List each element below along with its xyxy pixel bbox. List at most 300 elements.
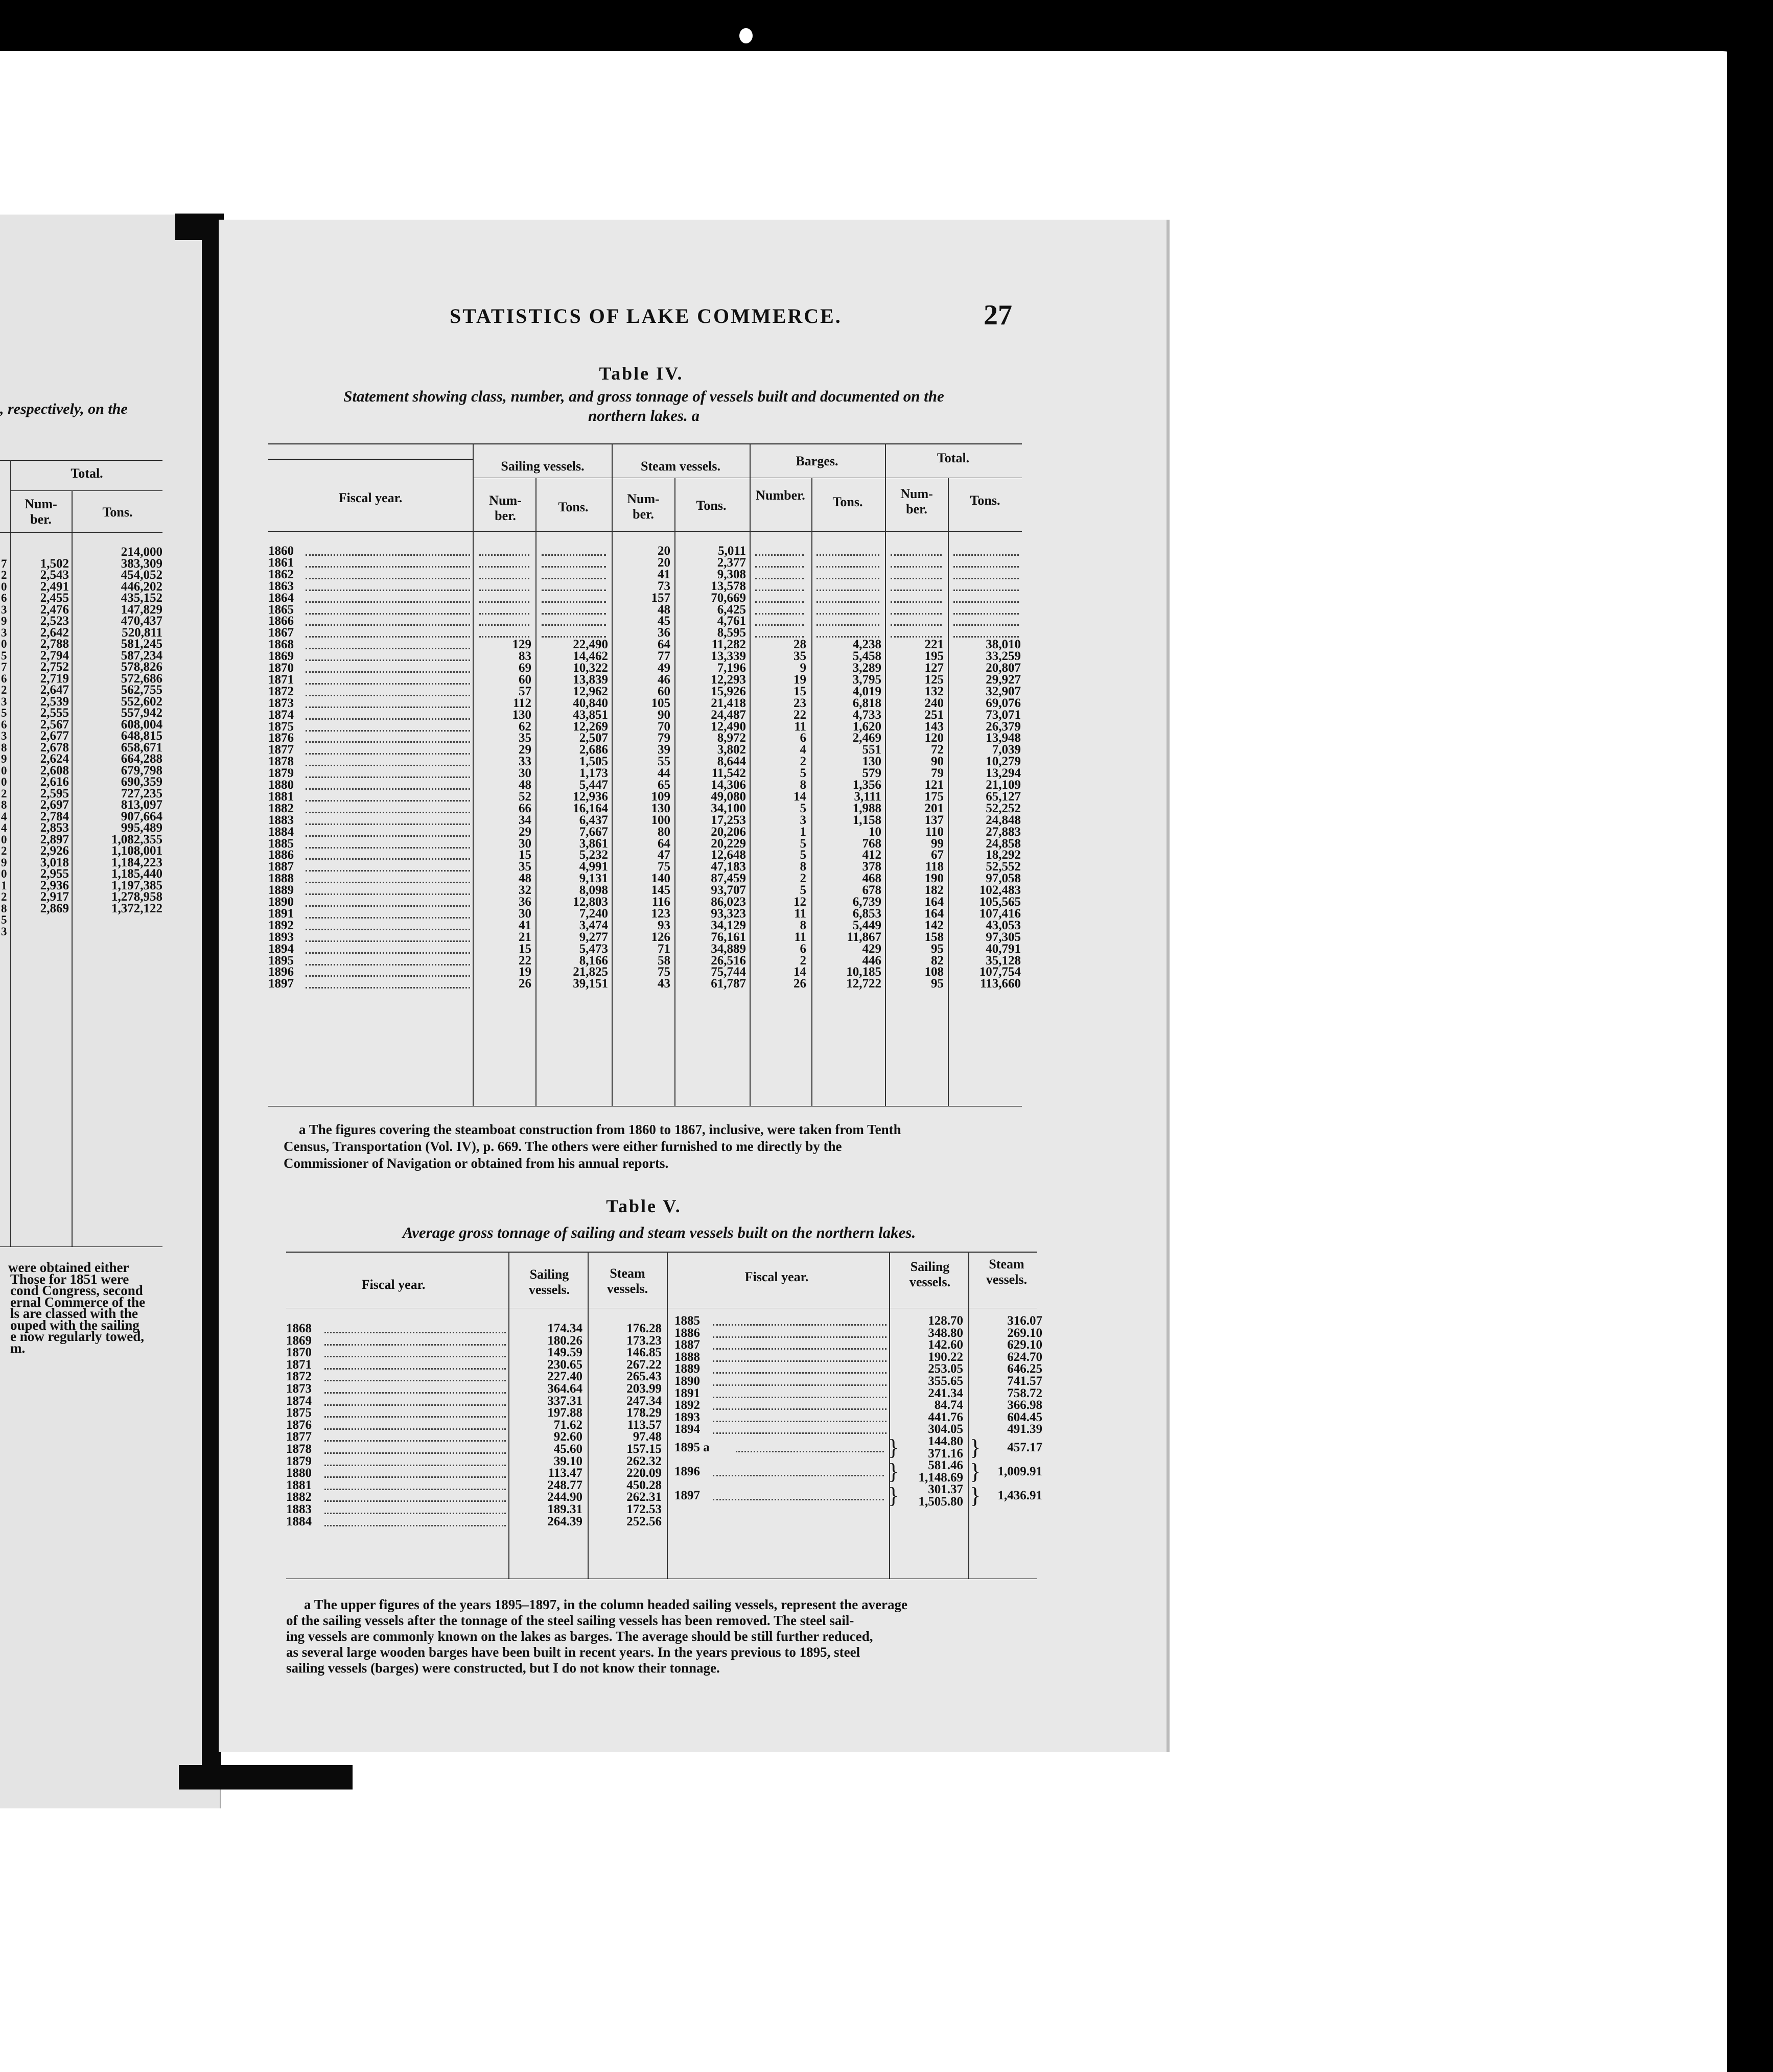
table4-cell: 43,053 bbox=[986, 918, 1021, 932]
table4-cell: 13,294 bbox=[986, 766, 1021, 781]
table4-cell: 1,356 bbox=[852, 778, 881, 792]
left-edge-digit: 9 bbox=[1, 752, 7, 765]
table4-cell: 8 bbox=[800, 918, 806, 932]
table4-header-steam-tons: Tons. bbox=[696, 498, 727, 513]
table4-empty-dots bbox=[755, 554, 804, 556]
left-row-tons: 1,185,440 bbox=[111, 867, 162, 881]
table5-right-steam: 366.98 bbox=[1007, 1398, 1042, 1412]
table4-cell: 158 bbox=[924, 930, 944, 944]
table4-cell: 66 bbox=[519, 801, 531, 815]
table5-left-sailing: 364.64 bbox=[547, 1382, 582, 1396]
table4-year: 1870 bbox=[268, 661, 294, 675]
table4-cell: 9,131 bbox=[579, 872, 608, 886]
table5-left-steam: 176.28 bbox=[626, 1322, 662, 1335]
table5-brace-upper: 581.46 bbox=[928, 1458, 963, 1473]
table4-cell: 143 bbox=[924, 719, 944, 734]
left-header-tons: Tons. bbox=[102, 505, 133, 520]
table5-left-steam: 97.48 bbox=[633, 1430, 662, 1444]
table4-year: 1887 bbox=[268, 860, 294, 874]
table5-footnote-line: of the sailing vessels after the tonnage of the steel sailing vessels has been removed. The steel sail- bbox=[286, 1613, 854, 1628]
left-note-line: were obtained either bbox=[8, 1260, 129, 1275]
page-number: 27 bbox=[984, 299, 1012, 331]
left-row-tons: 907,664 bbox=[121, 809, 162, 823]
table4-year: 1885 bbox=[268, 836, 294, 851]
table4-cell: 108 bbox=[924, 965, 944, 979]
table4-cell: 41 bbox=[658, 567, 670, 581]
table4-leader-dots bbox=[306, 812, 470, 813]
left-row-number: 2,476 bbox=[40, 602, 69, 617]
table5-right-year: 1892 bbox=[674, 1398, 700, 1412]
table4-year: 1863 bbox=[268, 579, 294, 593]
table4-cell: 8,166 bbox=[579, 953, 608, 968]
table4-leader-dots bbox=[306, 800, 470, 802]
left-edge-digit: 0 bbox=[1, 775, 7, 788]
table4-cell: 8,595 bbox=[717, 626, 746, 640]
table5-left-sailing: 180.26 bbox=[547, 1333, 582, 1348]
table4-cell: 86,023 bbox=[711, 895, 746, 909]
table4-empty-dots bbox=[755, 601, 804, 603]
table4-cell: 61,787 bbox=[711, 977, 746, 991]
table4-empty-dots bbox=[953, 554, 1019, 556]
table4-year: 1884 bbox=[268, 825, 294, 839]
table4-cell: 75,744 bbox=[711, 965, 746, 979]
table4-cell: 190 bbox=[924, 872, 944, 886]
left-row-tons: 454,052 bbox=[121, 568, 162, 582]
table4-year: 1881 bbox=[268, 789, 294, 804]
table4-cell: 2,686 bbox=[579, 743, 608, 757]
left-edge-digit: 9 bbox=[1, 615, 7, 627]
table5-brace-left: } bbox=[888, 1459, 899, 1485]
table4-cell: 82 bbox=[931, 953, 944, 968]
table4-cell: 97,058 bbox=[986, 872, 1021, 886]
table4-header-total-tons: Tons. bbox=[970, 493, 1000, 508]
table4-cell: 26 bbox=[519, 977, 531, 991]
left-row-number: 2,794 bbox=[40, 648, 69, 663]
table4-cell: 1,988 bbox=[852, 801, 881, 815]
table4-cell: 26,379 bbox=[986, 719, 1021, 734]
table4-cell: 6,818 bbox=[852, 696, 881, 710]
left-edge-digit: 7 bbox=[1, 661, 7, 673]
table4-header-total-number: Num- ber. bbox=[900, 486, 933, 516]
left-row-number: 2,869 bbox=[40, 901, 69, 915]
table4-empty-dots bbox=[953, 566, 1019, 568]
table5-leader-dots bbox=[324, 1476, 506, 1478]
table4-column-rule bbox=[750, 443, 751, 1106]
table4-leader-dots bbox=[306, 601, 470, 603]
table5-header-steam-right: Steam vessels. bbox=[986, 1257, 1028, 1287]
left-row-number: 2,677 bbox=[40, 729, 69, 743]
left-note-line: Those for 1851 were bbox=[10, 1271, 129, 1287]
table4-cell: 14 bbox=[794, 789, 806, 804]
table4-empty-dots bbox=[816, 590, 879, 591]
left-row-tons: 648,815 bbox=[121, 729, 162, 743]
table4-year: 1877 bbox=[268, 743, 294, 757]
table4-cell: 9 bbox=[800, 661, 806, 675]
table4-year: 1861 bbox=[268, 555, 294, 570]
table4-cell: 7,039 bbox=[992, 743, 1021, 757]
table5-leader-dots bbox=[713, 1432, 886, 1434]
table4-top-rule-left bbox=[268, 459, 473, 460]
left-edge-digit: 8 bbox=[1, 798, 7, 811]
table4-cell: 3,802 bbox=[717, 743, 746, 757]
running-header: STATISTICS OF LAKE COMMERCE. bbox=[450, 304, 842, 327]
table5-brace-year: 1896 bbox=[674, 1465, 700, 1479]
table4-leader-dots bbox=[306, 554, 470, 556]
table5-leader-dots bbox=[324, 1489, 506, 1490]
table4-year: 1882 bbox=[268, 801, 294, 815]
table4-cell: 14,462 bbox=[573, 649, 608, 664]
left-edge-digit: 8 bbox=[1, 902, 7, 915]
table4-cell: 132 bbox=[924, 684, 944, 698]
left-edge-digit: 2 bbox=[1, 569, 7, 581]
table4-leader-dots bbox=[306, 707, 470, 708]
table4-cell: 127 bbox=[924, 661, 944, 675]
table4-cell: 118 bbox=[925, 860, 944, 874]
table4-cell: 99 bbox=[931, 836, 944, 851]
table4-cell: 13,948 bbox=[986, 731, 1021, 745]
left-edge-digit: 2 bbox=[1, 787, 7, 800]
left-row-number: 2,897 bbox=[40, 832, 69, 846]
table4-cell: 43,851 bbox=[573, 708, 608, 722]
table4-footnote-1: a The figures covering the steamboat construction from 1860 to 1867, inclusive, were taken from Tenth bbox=[299, 1122, 901, 1137]
table4-cell: 8 bbox=[800, 860, 806, 874]
table5-left-sailing: 149.59 bbox=[547, 1346, 582, 1360]
table4-cell: 79 bbox=[931, 766, 944, 781]
table5-footnote-line: ing vessels are commonly known on the lakes as barges. The average should be still further reduced, bbox=[286, 1629, 873, 1644]
table4-year: 1872 bbox=[268, 684, 294, 698]
table4-cell: 4,991 bbox=[579, 860, 608, 874]
left-edge-digit: 4 bbox=[1, 810, 7, 823]
left-note-line: e now regularly towed, bbox=[10, 1329, 144, 1344]
table4-empty-dots bbox=[953, 601, 1019, 603]
table4-cell: 6,425 bbox=[717, 602, 746, 617]
table4-cell: 8,644 bbox=[717, 755, 746, 769]
table4-cell: 164 bbox=[924, 895, 944, 909]
table4-footnote-3: Commissioner of Navigation or obtained from his annual reports. bbox=[284, 1156, 669, 1171]
left-edge-digit: 8 bbox=[1, 741, 7, 754]
table5-right-steam: 758.72 bbox=[1007, 1386, 1042, 1400]
table4-header-steam: Steam vessels. bbox=[641, 459, 720, 474]
table4-cell: 6,739 bbox=[852, 895, 881, 909]
table4-cell: 15 bbox=[519, 941, 531, 956]
table4-cell: 7,196 bbox=[717, 661, 746, 675]
table4-leader-dots bbox=[306, 765, 470, 766]
table4-leader-dots bbox=[306, 624, 470, 626]
table4-empty-dots bbox=[542, 554, 606, 556]
left-row-tons: 690,359 bbox=[121, 775, 162, 789]
table4-cell: 95 bbox=[931, 941, 944, 956]
table4-cell: 77 bbox=[658, 649, 670, 664]
table5-right-steam: 646.25 bbox=[1007, 1362, 1042, 1376]
binding-bottom bbox=[179, 1765, 353, 1790]
table4-cell: 100 bbox=[651, 813, 670, 827]
left-rule-head bbox=[0, 532, 162, 533]
table4-cell: 35 bbox=[519, 860, 531, 874]
table4-year: 1888 bbox=[268, 872, 294, 886]
table5-right-steam: 269.10 bbox=[1007, 1326, 1042, 1340]
table5-column-rule bbox=[588, 1252, 589, 1579]
table4-cell: 678 bbox=[862, 883, 881, 898]
left-row-number: 2,784 bbox=[40, 809, 69, 823]
table4-leader-dots bbox=[306, 578, 470, 579]
table4-cell: 27,883 bbox=[986, 825, 1021, 839]
table4-cell: 2 bbox=[800, 872, 806, 886]
table4-cell: 41 bbox=[519, 918, 531, 932]
table4-cell: 65 bbox=[658, 778, 670, 792]
table4-empty-dots bbox=[953, 578, 1019, 579]
left-row-tons: 446,202 bbox=[121, 579, 162, 594]
left-row-tons: 1,184,223 bbox=[111, 855, 162, 869]
table4-cell: 5,011 bbox=[718, 544, 746, 558]
table5-brace-steam: 1,009.91 bbox=[997, 1465, 1042, 1479]
table4-cell: 6 bbox=[800, 941, 806, 956]
table5-left-sailing: 227.40 bbox=[547, 1370, 582, 1384]
table4-cell: 49 bbox=[658, 661, 670, 675]
table4-cell: 49,080 bbox=[711, 789, 746, 804]
table4-cell: 79 bbox=[658, 731, 670, 745]
table4-empty-dots bbox=[891, 624, 942, 626]
table5-left-steam: 252.56 bbox=[626, 1514, 662, 1528]
left-row-tons: 435,152 bbox=[121, 591, 162, 605]
table5-left-year: 1871 bbox=[286, 1357, 312, 1372]
table5-leader-dots bbox=[713, 1336, 886, 1338]
table4-cell: 5,449 bbox=[852, 918, 881, 932]
table4-cell: 90 bbox=[658, 708, 670, 722]
table4-leader-dots bbox=[306, 823, 470, 825]
left-row-tons: 470,437 bbox=[121, 614, 162, 628]
table5-left-sailing: 189.31 bbox=[547, 1502, 582, 1516]
left-row-number: 2,647 bbox=[40, 683, 69, 697]
left-note-line: ouped with the sailing bbox=[10, 1317, 139, 1333]
left-row-number: 2,555 bbox=[40, 706, 69, 720]
table4-cell: 13,578 bbox=[711, 579, 746, 593]
left-row-number: 2,926 bbox=[40, 844, 69, 858]
table5-column-rule bbox=[968, 1252, 969, 1579]
table4-cell: 47,183 bbox=[711, 860, 746, 874]
left-edge-digit: 2 bbox=[1, 844, 7, 857]
left-edge-digit: 3 bbox=[1, 925, 7, 938]
table4-cell: 70,669 bbox=[711, 591, 746, 605]
left-vline-2 bbox=[72, 490, 73, 1246]
table5-left-sailing: 92.60 bbox=[553, 1430, 582, 1444]
table4-cell: 130 bbox=[651, 801, 670, 815]
table4-cell: 95 bbox=[931, 977, 944, 991]
table4-cell: 23 bbox=[794, 696, 806, 710]
table5-leader-dots bbox=[324, 1465, 506, 1466]
table4-cell: 12,490 bbox=[711, 719, 746, 734]
left-row-tons: 562,755 bbox=[121, 683, 162, 697]
table4-cell: 429 bbox=[862, 941, 881, 956]
left-row-tons: 658,671 bbox=[121, 740, 162, 755]
table4-year: 1869 bbox=[268, 649, 294, 664]
table4-cell: 3,111 bbox=[854, 789, 881, 804]
table5-left-sailing: 113.47 bbox=[548, 1466, 582, 1480]
table4-head-bottom-rule bbox=[268, 531, 1022, 532]
left-edge-digit: 7 bbox=[1, 557, 7, 570]
table4-leader-dots bbox=[306, 695, 470, 696]
table4-header-barges: Barges. bbox=[796, 454, 838, 468]
table4-cell: 39 bbox=[658, 743, 670, 757]
table5-brace-year: 1895 a bbox=[674, 1441, 710, 1454]
table4-cell: 36 bbox=[658, 626, 670, 640]
table4-cell: 12,803 bbox=[573, 895, 608, 909]
table4-cell: 2 bbox=[800, 953, 806, 968]
table4-cell: 69 bbox=[519, 661, 531, 675]
table4-cell: 29 bbox=[519, 825, 531, 839]
table4-column-rule bbox=[535, 478, 536, 1106]
table4-cell: 2,507 bbox=[579, 731, 608, 745]
table4-cell: 15,926 bbox=[711, 684, 746, 698]
table5-right-year: 1888 bbox=[674, 1350, 700, 1364]
table4-leader-dots bbox=[306, 671, 470, 673]
table5-leader-dots bbox=[324, 1416, 506, 1418]
table5-left-year: 1884 bbox=[286, 1514, 312, 1528]
table4-cell: 80 bbox=[658, 825, 670, 839]
table4-cell: 19 bbox=[794, 672, 806, 687]
left-note-line: m. bbox=[10, 1340, 26, 1356]
table5-left-year: 1879 bbox=[286, 1454, 312, 1468]
table4-cell: 26 bbox=[794, 977, 806, 991]
table4-cell: 551 bbox=[862, 743, 881, 757]
table5-right-sailing: 142.60 bbox=[928, 1338, 963, 1352]
table4-cell: 21,418 bbox=[711, 696, 746, 710]
table4-leader-dots bbox=[306, 870, 470, 872]
table5-left-steam: 267.22 bbox=[626, 1357, 662, 1372]
table4-cell: 102,483 bbox=[979, 883, 1021, 898]
left-row-tons: 587,234 bbox=[121, 648, 162, 663]
table5-right-sailing: 355.65 bbox=[928, 1374, 963, 1388]
left-rule-bottom bbox=[0, 1246, 162, 1247]
left-row-tons: 383,309 bbox=[121, 556, 162, 571]
table4-empty-dots bbox=[891, 613, 942, 615]
table5-footnote-line: sailing vessels (barges) were constructed, but I do not know their tonnage. bbox=[286, 1660, 720, 1676]
table4-cell: 29 bbox=[519, 743, 531, 757]
table4-leader-dots bbox=[306, 835, 470, 837]
table4-cell: 7,667 bbox=[579, 825, 608, 839]
table4-cell: 39,151 bbox=[573, 977, 608, 991]
table4-cell: 16,164 bbox=[573, 801, 608, 815]
film-edge-right bbox=[1727, 51, 1773, 2072]
table5-left-sailing: 248.77 bbox=[547, 1478, 582, 1492]
left-row-number: 2,719 bbox=[40, 671, 69, 686]
table4-cell: 43 bbox=[658, 977, 670, 991]
table4-cell: 8 bbox=[800, 778, 806, 792]
table5-right-year: 1894 bbox=[674, 1422, 700, 1437]
table4-cell: 175 bbox=[924, 789, 944, 804]
table4-cell: 15 bbox=[794, 684, 806, 698]
table4-leader-dots bbox=[306, 893, 470, 895]
table4-cell: 21,825 bbox=[573, 965, 608, 979]
table4-cell: 32 bbox=[519, 883, 531, 898]
table5-left-year: 1868 bbox=[286, 1322, 312, 1335]
table4-cell: 112 bbox=[512, 696, 531, 710]
table4-empty-dots bbox=[891, 601, 942, 603]
table5-right-sailing: 304.05 bbox=[928, 1422, 963, 1437]
table4-leader-dots bbox=[306, 730, 470, 732]
table5-leader-dots bbox=[713, 1360, 886, 1362]
table4-cell: 4,733 bbox=[852, 708, 881, 722]
table4-cell: 34 bbox=[519, 813, 531, 827]
table4-cell: 6,437 bbox=[579, 813, 608, 827]
table4-cell: 22 bbox=[794, 708, 806, 722]
table4-cell: 75 bbox=[658, 965, 670, 979]
table4-cell: 113,660 bbox=[980, 977, 1021, 991]
table4-cell: 20,206 bbox=[711, 825, 746, 839]
table4-empty-dots bbox=[816, 578, 879, 579]
table4-cell: 129 bbox=[512, 638, 531, 652]
left-row-tons: 608,004 bbox=[121, 717, 162, 732]
table5-right-year: 1887 bbox=[674, 1338, 700, 1352]
table4-footnote-2: Census, Transportation (Vol. IV), p. 669. The others were either furnished to me directly by the bbox=[284, 1139, 842, 1154]
table5-brace-lower: 371.16 bbox=[928, 1446, 963, 1461]
table4-cell: 22,490 bbox=[573, 638, 608, 652]
table4-cell: 45 bbox=[658, 614, 670, 628]
table4-cell: 6 bbox=[800, 731, 806, 745]
left-row-tons: 578,826 bbox=[121, 660, 162, 674]
table4-cell: 109 bbox=[651, 789, 670, 804]
table4-cell: 2,377 bbox=[717, 555, 746, 570]
table5-leader-dots bbox=[713, 1397, 886, 1398]
left-note-line: cond Congress, second bbox=[10, 1283, 143, 1298]
table4-year: 1886 bbox=[268, 848, 294, 862]
table4-empty-dots bbox=[755, 590, 804, 591]
table4-cell: 90 bbox=[931, 755, 944, 769]
table5-leader-dots bbox=[324, 1332, 506, 1333]
table4-cell: 36 bbox=[519, 895, 531, 909]
table4-cell: 11,282 bbox=[711, 638, 746, 652]
table4-cell: 5 bbox=[800, 801, 806, 815]
table4-cell: 125 bbox=[924, 672, 944, 687]
table5-left-steam: 450.28 bbox=[626, 1478, 662, 1492]
table4-cell: 12 bbox=[794, 895, 806, 909]
table4-cell: 69,076 bbox=[986, 696, 1021, 710]
left-row-number: 2,523 bbox=[40, 614, 69, 628]
table4-cell: 18,292 bbox=[986, 848, 1021, 862]
table4-cell: 121 bbox=[924, 778, 944, 792]
left-edge-digit: 2 bbox=[1, 890, 7, 903]
table5-title: Table V. bbox=[606, 1196, 682, 1216]
table4-leader-dots bbox=[306, 718, 470, 720]
table4-cell: 137 bbox=[924, 813, 944, 827]
table5-left-sailing: 71.62 bbox=[553, 1418, 582, 1432]
table4-year: 1865 bbox=[268, 602, 294, 617]
table4-cell: 12,936 bbox=[573, 789, 608, 804]
table5-brace-right: } bbox=[970, 1459, 981, 1485]
table4-caption-line2: northern lakes. a bbox=[588, 407, 699, 425]
table4-cell: 5,447 bbox=[579, 778, 608, 792]
table4-cell: 32,907 bbox=[986, 684, 1021, 698]
table4-cell: 1,505 bbox=[579, 755, 608, 769]
left-header-number: Num- ber. bbox=[25, 497, 57, 527]
table4-empty-dots bbox=[479, 613, 529, 615]
left-row-tons: 581,245 bbox=[121, 637, 162, 651]
table4-leader-dots bbox=[306, 753, 470, 755]
table4-column-rule bbox=[885, 443, 886, 1106]
table4-cell: 28 bbox=[794, 638, 806, 652]
table4-year: 1895 bbox=[268, 953, 294, 968]
table5-left-sailing: 244.90 bbox=[547, 1490, 582, 1504]
table5-left-steam: 146.85 bbox=[626, 1346, 662, 1360]
table5-header-steam-left: Steam vessels. bbox=[606, 1266, 648, 1296]
table4-cell: 22 bbox=[519, 953, 531, 968]
table4-cell: 19 bbox=[519, 965, 531, 979]
table5-left-steam: 157.15 bbox=[626, 1442, 662, 1456]
table4-leader-dots bbox=[306, 636, 470, 638]
table4-cell: 221 bbox=[924, 638, 944, 652]
table5-brace-lower: 1,505.80 bbox=[918, 1495, 963, 1509]
table4-leader-dots bbox=[306, 741, 470, 743]
table5-brace-year: 1897 bbox=[674, 1489, 700, 1503]
